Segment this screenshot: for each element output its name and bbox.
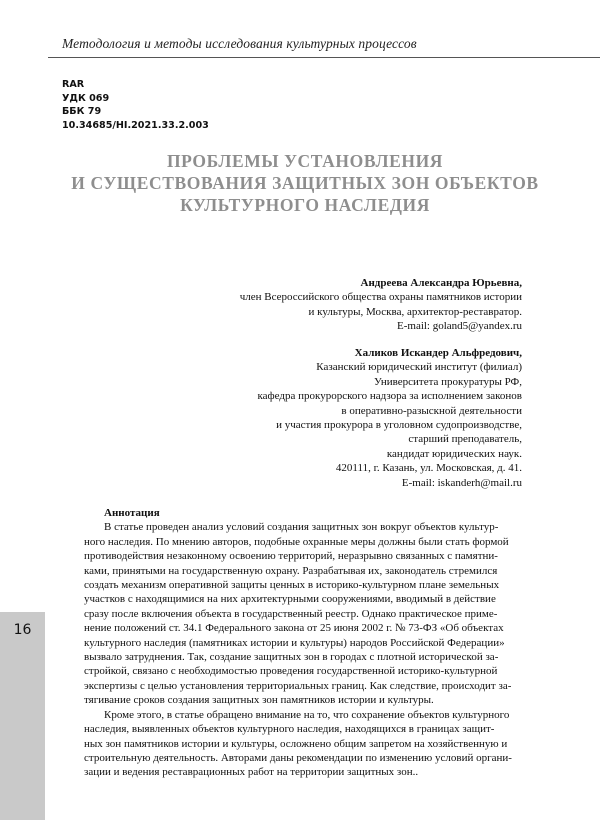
author-email: E-mail: iskanderh@mail.ru [401, 476, 522, 489]
abstract-line: ных зон памятников истории и культуры, осложнено общим запретом на хозяйственную и [84, 737, 508, 750]
meta-doi: 10.34685/HI.2021.33.2.003 [62, 119, 209, 131]
author-affiliation-line: Казанский юридический институт (филиал) [316, 361, 522, 374]
author-address: 420111, г. Казань, ул. Московская, д. 41. [335, 462, 522, 475]
abstract-line: сразу после включения объекта в государственный реестр. Однако практическое приме- [84, 607, 498, 620]
author-email: E-mail: goland5@yandex.ru [397, 320, 522, 333]
author-affiliation-line: и участия прокурора в уголовном судопроизводстве, [276, 419, 522, 432]
meta-udc: УДК 069 [62, 92, 110, 104]
abstract-line: создать механизм оперативной защиты ценных в историко-культурном плане земельных [84, 579, 500, 592]
abstract [84, 506, 528, 780]
page-side-tab [0, 612, 45, 820]
abstract-line: наследия, выявленных объектов культурного наследия, находящихся в границах защит- [84, 723, 495, 736]
title-line: ПРОБЛЕМЫ УСТАНОВЛЕНИЯ [166, 151, 444, 171]
header-rule [48, 57, 600, 58]
author-name: Халиков Искандер Альфредович, [354, 347, 522, 359]
abstract-line: участков с находящимися на них архитектурными сооружениями, вводимый в действие [84, 593, 496, 606]
abstract-paragraph [84, 520, 528, 707]
running-head: Методология и методы исследования культурных процессов [62, 36, 417, 51]
title-line: И СУЩЕСТВОВАНИЯ ЗАЩИТНЫХ ЗОН ОБЪЕКТОВ [71, 173, 539, 193]
abstract-paragraph [84, 708, 528, 780]
article-metadata [62, 78, 209, 132]
abstract-line: ками, принятыми на государственную охрану. Разрабатывая их, законодатель стремился [84, 564, 498, 577]
abstract-line: противодействия незаконному освоению территорий, неразрывно связанных с памятни- [84, 550, 498, 563]
abstract-line: зации и ведения реставрационных работ на территории защитных зон.. [84, 766, 419, 779]
abstract-line: экспертизы с целью установления территориальных границ. Как следствие, происходит за- [84, 679, 512, 692]
abstract-line: ного наследия. По мнению авторов, подобные охранные меры должны были стать формой [84, 535, 509, 548]
author-affiliation-line: кафедра прокурорского надзора за исполнением законов [257, 390, 522, 403]
author-name: Андреева Александра Юрьевна, [360, 277, 522, 289]
article-title [62, 150, 548, 216]
abstract-heading: Аннотация [104, 507, 160, 519]
author-block-2 [257, 346, 522, 490]
abstract-line: вызвало затруднения. Так, создание защитных зон в городах с плотной исторической за- [84, 651, 499, 664]
author-affiliation-line: старший преподаватель, [408, 433, 522, 446]
author-affiliation-line: кандидат юридических наук. [386, 447, 522, 460]
abstract-line: стройкой, связано с необходимостью проведения государственной историко-культурной [84, 665, 498, 678]
abstract-line: строительную деятельность. Авторами даны рекомендации по изменению условий органи- [84, 751, 512, 764]
meta-rar: RAR [62, 79, 85, 90]
author-block-1 [240, 276, 522, 334]
meta-bbk: ББК 79 [62, 106, 102, 117]
author-affiliation-line: в оперативно-разыскной деятельности [341, 404, 522, 417]
author-affiliation-line: Университета прокуратуры РФ, [374, 375, 522, 388]
abstract-line: нение положений ст. 34.1 Федерального закона от 25 июня 2002 г. № 73-ФЗ «Об объектах [84, 622, 504, 635]
abstract-line: В статье проведен анализ условий создания защитных зон вокруг объектов культур- [104, 521, 499, 534]
abstract-line: культурного наследия (памятниках истории и культуры) народов Российской Федерации» [84, 636, 505, 649]
abstract-line: тягивание сроков создания защитных зон памятников истории и культуры. [84, 694, 434, 707]
author-affiliation-line: и культуры, Москва, архитектор-реставратор. [308, 305, 522, 318]
page-number: 16 [13, 622, 32, 638]
title-line: КУЛЬТУРНОГО НАСЛЕДИЯ [180, 195, 430, 215]
abstract-line: Кроме этого, в статье обращено внимание на то, что сохранение объектов культурного [104, 708, 510, 721]
author-affiliation-line: член Всероссийского общества охраны памятников истории [239, 291, 522, 304]
